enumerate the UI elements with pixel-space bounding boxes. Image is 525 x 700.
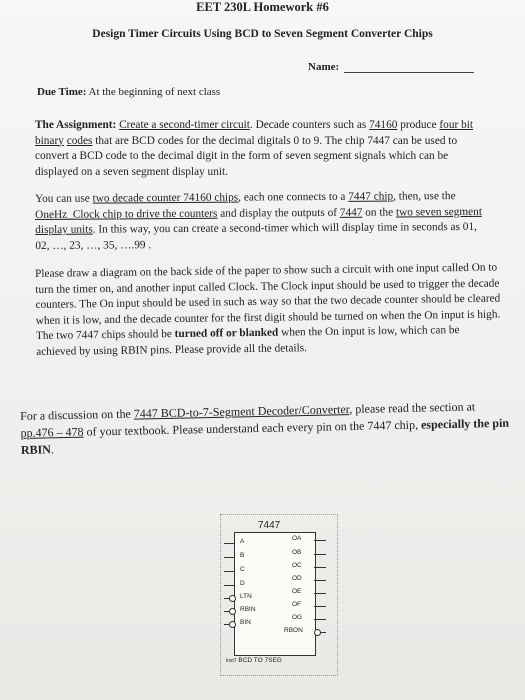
pin-line	[314, 606, 326, 607]
assignment-text: four bit binary	[35, 119, 473, 147]
pin-line	[314, 619, 326, 620]
paragraph-text: OneHz_Clock chip to drive the counters	[35, 207, 218, 221]
pin-line	[314, 540, 326, 541]
pin-label: OB	[292, 549, 302, 556]
pin-label: OF	[292, 601, 302, 608]
paragraph-text: two seven segment display units	[35, 205, 482, 236]
assignment-text: . Decade counters such as	[249, 119, 370, 131]
page-title: EET 230L Homework #6	[196, 0, 329, 14]
pin-label: RBIN	[240, 606, 256, 613]
due-text: At the beginning of next class	[86, 86, 221, 98]
paragraph-bold-text: turned off or blanked	[174, 326, 279, 341]
pin-line	[224, 585, 234, 586]
due-time	[37, 86, 220, 98]
inverter-bubble	[229, 595, 236, 602]
paragraph-bold-text: especially the pin RBIN	[20, 415, 510, 457]
pin-label: BIN	[240, 619, 251, 626]
paragraph-text: , each one connects to a	[238, 190, 349, 204]
paragraph-text: , then, use the	[393, 190, 456, 203]
assignment-text: 74160	[369, 119, 398, 131]
pin-line	[224, 571, 234, 572]
paragraph-text: , please read the section at	[349, 399, 476, 417]
paragraph-text: 7447 BCD-to-7-Segment Decoder/Converter	[133, 402, 350, 421]
chip-name: 7447	[258, 520, 281, 531]
pin-line	[224, 543, 234, 544]
pin-label: B	[240, 552, 245, 559]
name-label: Name:	[308, 61, 340, 73]
paragraph-text: . In this way, you can create a second-timer which will display time in seconds as 01, 02, …, 23, …, 35, ….99 .	[35, 220, 477, 252]
diagram-paragraph	[35, 261, 501, 360]
assignment-text: produce	[397, 119, 440, 131]
assignment-text: Create a second-timer circuit	[119, 119, 250, 131]
paragraph-text: Please draw a diagram on the back side of the paper to show such a circuit with one input called On to turn the timer on, and another input called Clock. The Clock input should be used to trigger the decade counters. The On input should be used in such as way so that the two decade counter should be cleared when it is low, and the decade counter for the first digit should be turned on when the On input is high. The two 7447 chips should be	[35, 261, 501, 342]
pin-label: OE	[292, 588, 302, 595]
pin-label: OD	[292, 575, 302, 582]
paragraph-text: pp.476 – 478	[20, 424, 84, 440]
chip-instance: inst7	[226, 658, 237, 664]
pin-line	[314, 567, 326, 568]
inverter-bubble	[229, 608, 236, 615]
assignment-label: The Assignment:	[35, 119, 117, 131]
pin-label: A	[240, 538, 245, 545]
paragraph-text: .	[50, 442, 55, 457]
chip-footer	[226, 657, 282, 664]
counter-paragraph	[35, 189, 490, 254]
name-blank-line	[344, 72, 474, 73]
paragraph-text: on the	[362, 205, 397, 219]
paragraph-text: You can use	[35, 192, 93, 205]
pin-label: D	[240, 580, 245, 587]
inverter-bubble	[229, 621, 236, 628]
paragraph-text: when the On input is low, which can be achieved by using RBIN pins. Please provide all the details.	[36, 324, 460, 358]
pin-label: OA	[292, 535, 302, 542]
paragraph-text: and display the outputs of	[217, 206, 340, 220]
pin-label: OC	[292, 562, 302, 569]
page-subtitle: Design Timer Circuits Using BCD to Seven Segment Converter Chips	[92, 28, 433, 40]
pin-label: OG	[292, 614, 303, 621]
pin-label: LTN	[240, 593, 252, 600]
chip-7447-diagram	[220, 514, 338, 676]
chip-function: BCD TO 7SEG	[238, 657, 282, 664]
pin-line	[314, 554, 326, 555]
paragraph-text: 7447 chip	[348, 190, 394, 203]
pin-label: RBON	[284, 627, 303, 634]
textbook-paragraph	[20, 398, 511, 459]
pin-label: C	[240, 566, 245, 573]
paragraph-text: of your textbook. Please understand each every pin on the 7447 chip,	[83, 417, 422, 439]
pin-line	[224, 557, 234, 558]
paragraph-text: two decade counter 74160 chips	[92, 191, 239, 205]
assignment-text: that are BCD codes for the decimal digitals 0 to 9. The chip 7447 can be used to convert a BCD code to the decimal digit in the form of seven segment signals which can be displayed on a seven segment display unit.	[35, 134, 458, 178]
due-label: Due Time:	[37, 86, 87, 98]
assignment-text: codes	[66, 134, 93, 147]
pin-line	[314, 580, 326, 581]
assignment-paragraph	[35, 118, 490, 180]
pin-line	[314, 593, 326, 594]
paragraph-text: For a discussion on the	[20, 406, 134, 423]
inverter-bubble	[314, 629, 321, 636]
paragraph-text: 7447	[339, 206, 363, 219]
